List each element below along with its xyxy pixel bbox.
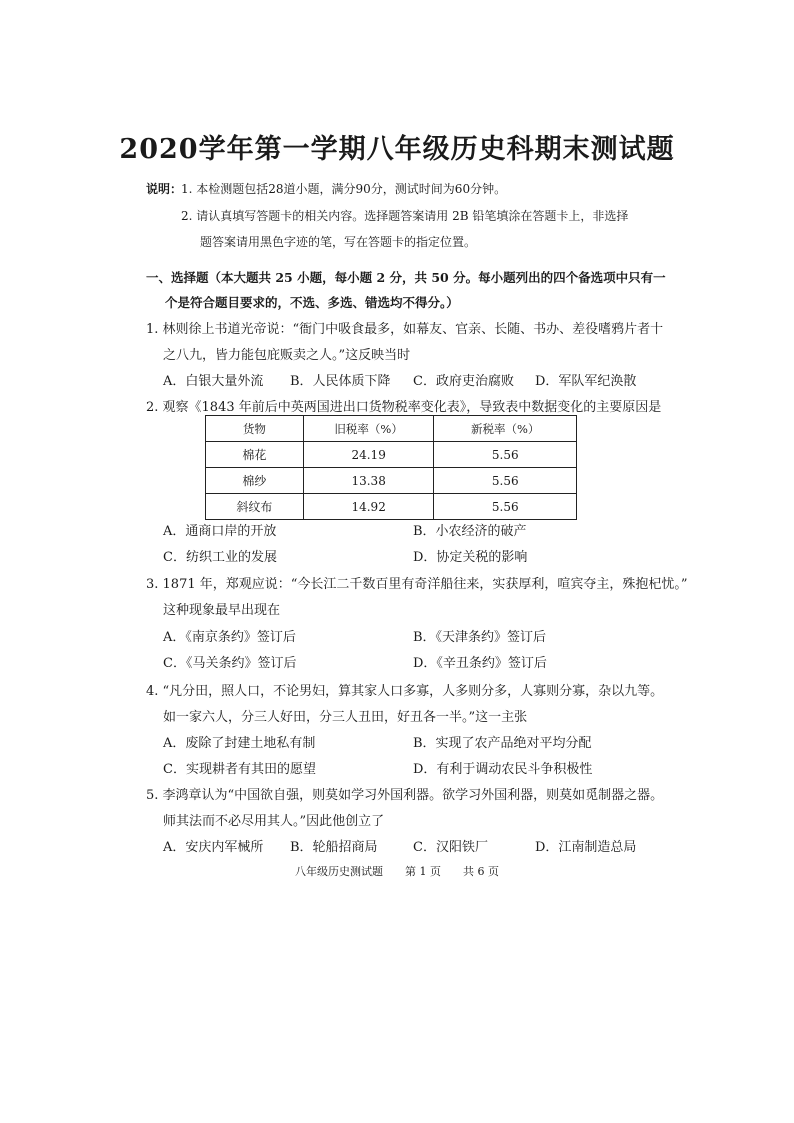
question-1-stem-line-2: 之八九，皆力能包庇贩卖之人。”这反映当时: [163, 348, 411, 363]
question-3-stem-line-2: 这种现象最早出现在: [163, 603, 281, 618]
question-3-option-c: C．《马关条约》签订后: [163, 656, 297, 671]
question-1-stem-line-1: 1. 林则徐上书道光帝说：“衙门中吸食最多，如幕友、官亲、长随、书办、差役嗜鸦片者十: [146, 322, 664, 337]
question-4-stem-line-2: 如一家六人，分三人好田，分三人丑田，好丑各一半。”这一主张: [163, 710, 528, 725]
question-1-option-b: B．人民体质下降: [290, 374, 391, 389]
table-row: [206, 494, 577, 520]
question-3-option-a: A．《南京条约》签订后: [163, 630, 296, 645]
table-cell: 5.56: [434, 494, 577, 520]
question-4-stem-line-1: 4. “凡分田，照人口，不论男妇，算其家人口多寡，人多则分多，人寡则分寡，杂以九等。: [146, 684, 664, 699]
page-footer: 八年级历史测试题 第 1 页 共 6 页: [295, 865, 499, 878]
question-2-option-c: C．纺织工业的发展: [163, 550, 277, 565]
question-1-option-c: C．政府吏治腐败: [413, 374, 514, 389]
question-3-option-d: D．《辛丑条约》签订后: [413, 656, 547, 671]
table-header-cell: 货物: [206, 416, 304, 442]
section-header-line-1: 一、选择题（本大题共 25 小题，每小题 2 分，共 50 分。每小题列出的四个备选项中只有一: [146, 270, 666, 285]
question-1-option-d: D．军队军纪涣散: [535, 374, 637, 389]
table-header-cell: 新税率（%）: [434, 416, 577, 442]
table-cell: 棉花: [206, 442, 304, 468]
notes-item-1: 1. 本检测题包括28道小题，满分90分，测试时间为60分钟。: [181, 182, 507, 196]
question-2-stem-line-1: 2. 观察《1843 年前后中英两国进出口货物税率变化表》，导致表中数据变化的主要原因是: [146, 400, 662, 415]
question-4-option-a: A．废除了封建土地私有制: [163, 736, 316, 751]
tax-rate-table: [205, 415, 577, 520]
question-4-option-d: D．有利于调动农民斗争积极性: [413, 762, 593, 777]
question-4-option-b: B．实现了农产品绝对平均分配: [413, 736, 592, 751]
table-cell: 24.19: [303, 442, 434, 468]
table-cell: 斜纹布: [206, 494, 304, 520]
question-2-option-a: A．通商口岸的开放: [163, 524, 277, 539]
table-header-cell: 旧税率（%）: [303, 416, 434, 442]
question-1-option-a: A．白银大量外流: [163, 374, 264, 389]
notes-label: 说明：: [146, 182, 183, 196]
question-3-stem-line-1: 3. 1871 年，郑观应说：“今长江二千数百里有奇洋船往来，实获厚利，喧宾夺主，殊抱杞忧。”: [146, 577, 688, 592]
table-row: [206, 442, 577, 468]
notes-item-2-line-2: 题答案请用黑色字迹的笔，写在答题卡的指定位置。: [200, 235, 477, 249]
question-5-stem-line-2: 师其法而不必尽用其人。”因此他创立了: [163, 814, 385, 829]
table-cell: 棉纱: [206, 468, 304, 494]
table-cell: 5.56: [434, 442, 577, 468]
question-4-option-c: C．实现耕者有其田的愿望: [163, 762, 316, 777]
table-header-row: [206, 416, 577, 442]
table-cell: 5.56: [434, 468, 577, 494]
question-5-option-d: D．江南制造总局: [535, 840, 637, 855]
question-5-stem-line-1: 5. 李鸿章认为“中国欲自强，则莫如学习外国利器。欲学习外国利器，则莫如觅制器之器。: [146, 788, 664, 803]
question-5-option-c: C．汉阳铁厂: [413, 840, 488, 855]
table-row: [206, 468, 577, 494]
table-cell: 13.38: [303, 468, 434, 494]
table-cell: 14.92: [303, 494, 434, 520]
question-5-option-b: B．轮船招商局: [290, 840, 378, 855]
section-header-line-2: 个是符合题目要求的，不选、多选、错选均不得分。）: [165, 295, 459, 310]
question-3-option-b: B．《天津条约》签订后: [413, 630, 547, 645]
notes-item-2-line-1: 2. 请认真填写答题卡的相关内容。选择题答案请用 2B 铅笔填涂在答题卡上，非选择: [181, 209, 629, 223]
page-title: 2020学年第一学期八年级历史科期末测试题: [119, 134, 675, 165]
question-2-option-b: B．小农经济的破产: [413, 524, 527, 539]
question-5-option-a: A．安庆内军械所: [163, 840, 264, 855]
question-2-option-d: D．协定关税的影响: [413, 550, 528, 565]
